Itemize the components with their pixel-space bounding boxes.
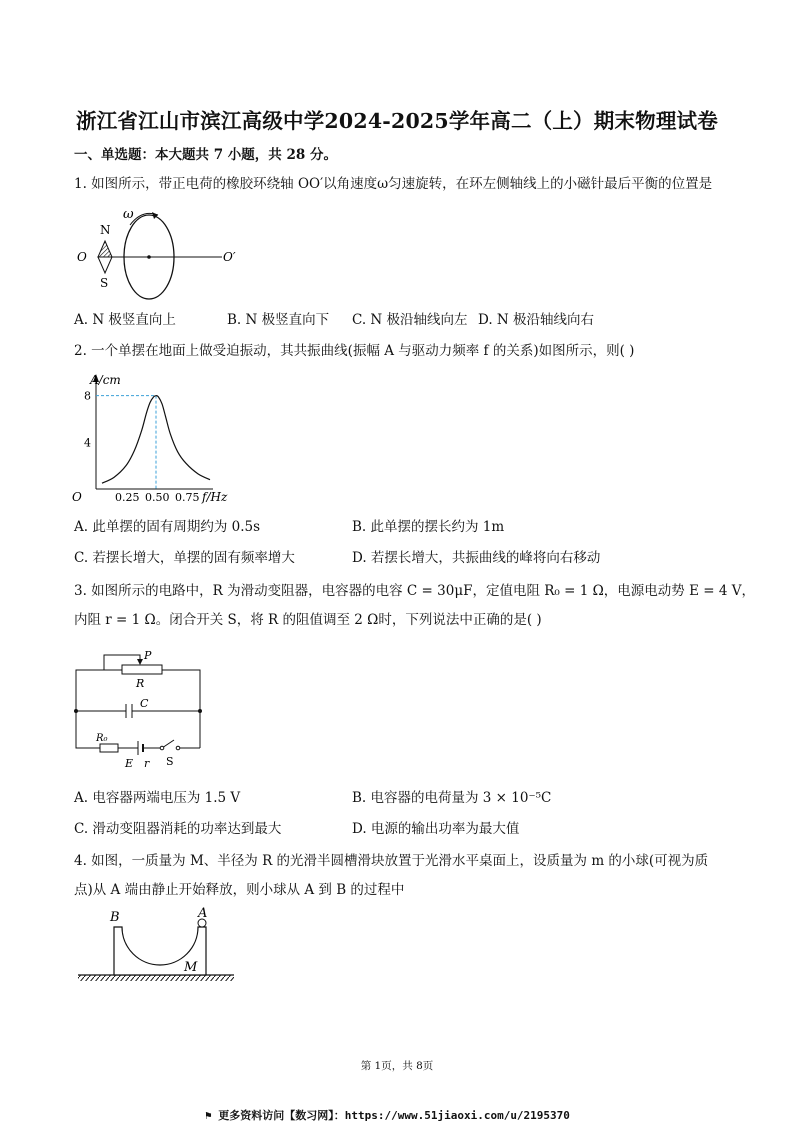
resource-link-text[interactable]: 更多资料访问【数习网】：https://www.51jiaoxi.com/u/2195370 (218, 1109, 570, 1122)
resistor-r0 (100, 744, 118, 752)
point-a-label: A (198, 906, 208, 921)
y-tick-label: 4 (84, 436, 91, 450)
q1-option-b: B. N 极竖直向下 (227, 312, 330, 328)
q1-option-d: D. N 极沿轴线向右 (478, 312, 595, 328)
emf-e-label: E (125, 757, 134, 770)
q2-option-d: D. 若摆长增大，共振曲线的峰将向右移动 (352, 550, 601, 566)
north-label: N (100, 223, 111, 237)
rheostat-r-label: R (136, 677, 145, 690)
q1-option-a: A. N 极竖直向上 (74, 312, 176, 328)
q1-option-c: C. N 极沿轴线向左 (352, 312, 468, 328)
x-tick-label: 0.75 (175, 491, 200, 504)
x-axis-label: f/Hz (202, 490, 228, 504)
question-4-stem-line2: 点)从 A 端由静止开始释放，则小球从 A 到 B 的过程中 (74, 882, 405, 898)
resource-link[interactable] (205, 1107, 570, 1123)
q2-option-a: A. 此单摆的固有周期约为 0.5s (74, 519, 261, 535)
resonance-curve-line (102, 396, 210, 484)
magnet-south-icon (98, 257, 112, 273)
question-3-stem-line2: 内阻 r = 1 Ω。闭合开关 S，将 R 的阻值调至 2 Ω时，下列说法中正确的是( ) (74, 612, 542, 628)
question-3-stem-line1: 3. 如图所示的电路中，R 为滑动变阻器，电容器的电容 C = 30μF，定值电阻 R₀ = 1 Ω，电源电动势 E = 4 V， (74, 583, 755, 599)
resonance-curve-chart (68, 370, 238, 505)
q3-option-c: C. 滑动变阻器消耗的功率达到最大 (74, 821, 282, 837)
circuit-figure (70, 645, 210, 770)
table-ground (78, 975, 234, 981)
resistor-r0-label: R₀ (96, 733, 108, 744)
section-heading: 一、单选题：本大题共 7 小题，共 28 分。 (74, 147, 337, 163)
point-b-label: B (110, 910, 120, 925)
half-groove-figure (74, 905, 244, 990)
axis-o-prime-label: O′ (223, 250, 236, 264)
switch-s-label: S (166, 755, 174, 768)
x-tick-label: 0.25 (115, 491, 140, 504)
omega-label: ω (123, 207, 134, 222)
ring-magnet-figure (70, 205, 250, 300)
question-1-stem: 1. 如图所示，带正电荷的橡胶环绕轴 OO′以角速度ω匀速旋转，在环左侧轴线上的小磁针最后平衡的位置是 (74, 176, 713, 192)
x-tick-label: 0.50 (145, 491, 170, 504)
question-2-stem: 2. 一个单摆在地面上做受迫振动，其共振曲线(振幅 A 与驱动力频率 f 的关系)如图所示，则( ) (74, 343, 635, 359)
y-axis-label: A/cm (90, 373, 121, 387)
axis-o-label: O (77, 250, 87, 264)
magnet-north-icon (98, 241, 112, 257)
origin-label: O (72, 490, 82, 504)
slider-p-label: P (144, 649, 152, 662)
y-tick-label: 8 (84, 389, 91, 403)
block-m-label: M (184, 960, 198, 975)
page-footer: 第 1页，共 8页 (360, 1060, 434, 1072)
slider-arrow-icon (137, 659, 143, 665)
internal-r-label: r (144, 757, 150, 770)
q3-option-b: B. 电容器的电荷量为 3 × 10⁻⁵C (352, 790, 552, 806)
q2-option-b: B. 此单摆的摆长约为 1m (352, 519, 505, 535)
q3-option-d: D. 电源的输出功率为最大值 (352, 821, 520, 837)
rheostat-r (122, 665, 162, 674)
south-label: S (100, 276, 109, 290)
q3-option-a: A. 电容器两端电压为 1.5 V (74, 790, 241, 806)
flag-icon: ⚑ (205, 1109, 219, 1122)
page-title: 浙江省江山市滨江高级中学2024-2025学年高二（上）期末物理试卷 (76, 109, 718, 133)
question-4-stem-line1: 4. 如图，一质量为 M、半径为 R 的光滑半圆槽滑块放置于光滑水平桌面上，设质量为 m 的小球(可视为质 (74, 853, 709, 869)
q2-option-c: C. 若摆长增大，单摆的固有频率增大 (74, 550, 295, 566)
capacitor-c-label: C (140, 697, 149, 710)
